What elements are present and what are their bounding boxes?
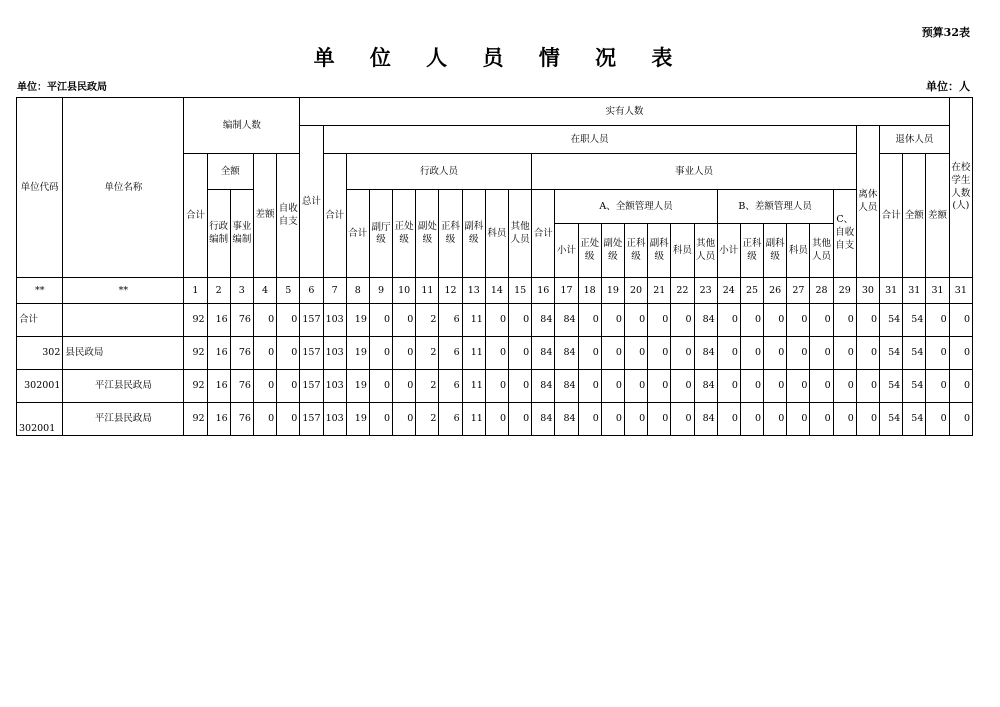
unit-code-cell: 合计 — [17, 304, 63, 337]
value-cell: 0 — [509, 337, 532, 370]
value-cell: 0 — [833, 403, 856, 436]
header-unit-code: 单位代码 — [17, 98, 63, 278]
value-cell: 0 — [671, 370, 694, 403]
value-cell: 84 — [555, 403, 578, 436]
value-cell: 6 — [439, 370, 462, 403]
header-tuixiu-heji: 合计 — [880, 154, 903, 278]
value-cell: 0 — [369, 337, 392, 370]
header-zheng-ke: 正科级 — [439, 190, 462, 278]
value-cell: 0 — [740, 337, 763, 370]
header-c-zishou: C、自收自支 — [833, 190, 856, 278]
value-cell: 0 — [671, 403, 694, 436]
value-cell: 0 — [949, 304, 972, 337]
header-a-keyuan: 科员 — [671, 224, 694, 278]
value-cell: 84 — [555, 370, 578, 403]
value-cell: 92 — [184, 370, 207, 403]
value-cell: 0 — [624, 304, 647, 337]
value-cell: 6 — [439, 337, 462, 370]
index-cell: 1 — [184, 278, 207, 304]
value-cell: 0 — [787, 403, 810, 436]
index-cell: 19 — [601, 278, 624, 304]
value-cell: 0 — [601, 337, 624, 370]
header-b-qita: 其他人员 — [810, 224, 833, 278]
index-cell: 25 — [740, 278, 763, 304]
index-cell: 23 — [694, 278, 717, 304]
value-cell: 157 — [300, 403, 323, 436]
value-cell: 84 — [532, 403, 555, 436]
index-cell: 8 — [346, 278, 369, 304]
value-cell: 92 — [184, 337, 207, 370]
value-cell: 0 — [764, 370, 787, 403]
value-cell: 16 — [207, 304, 230, 337]
value-cell: 0 — [810, 403, 833, 436]
index-cell: 26 — [764, 278, 787, 304]
value-cell: 0 — [393, 403, 416, 436]
index-cell: 3 — [230, 278, 253, 304]
header-b-zheng-ke: 正科级 — [740, 224, 763, 278]
header-b-xiaoji: 小计 — [717, 224, 740, 278]
value-cell: 0 — [856, 370, 879, 403]
index-cell: 31 — [880, 278, 903, 304]
index-cell: 6 — [300, 278, 323, 304]
header-quane: 全额 — [207, 154, 253, 190]
value-cell: 2 — [416, 370, 439, 403]
value-cell: 84 — [532, 304, 555, 337]
value-cell: 0 — [949, 403, 972, 436]
index-cell: ** — [17, 278, 63, 304]
value-cell: 0 — [671, 304, 694, 337]
value-cell: 0 — [717, 304, 740, 337]
header-b-keyuan: 科员 — [787, 224, 810, 278]
value-cell: 0 — [717, 370, 740, 403]
value-cell: 19 — [346, 337, 369, 370]
value-cell: 0 — [253, 337, 276, 370]
value-cell: 2 — [416, 403, 439, 436]
value-cell: 0 — [717, 337, 740, 370]
header-zheng-chu: 正处级 — [393, 190, 416, 278]
value-cell: 0 — [856, 304, 879, 337]
value-cell: 84 — [555, 337, 578, 370]
value-cell: 0 — [787, 337, 810, 370]
table-row — [17, 403, 973, 436]
value-cell: 54 — [880, 370, 903, 403]
value-cell: 0 — [648, 304, 671, 337]
value-cell: 76 — [230, 304, 253, 337]
value-cell: 0 — [671, 337, 694, 370]
value-cell: 54 — [903, 337, 926, 370]
value-cell: 0 — [393, 304, 416, 337]
index-cell: 30 — [856, 278, 879, 304]
index-cell: 4 — [253, 278, 276, 304]
value-cell: 0 — [926, 304, 949, 337]
value-cell: 0 — [485, 337, 508, 370]
value-cell: 6 — [439, 304, 462, 337]
value-cell: 0 — [253, 403, 276, 436]
value-cell: 11 — [462, 304, 485, 337]
header-bianzhi: 编制人数 — [184, 98, 300, 154]
index-cell: 28 — [810, 278, 833, 304]
value-cell: 0 — [509, 370, 532, 403]
index-cell: 16 — [532, 278, 555, 304]
value-cell: 0 — [485, 370, 508, 403]
value-cell: 92 — [184, 304, 207, 337]
value-cell: 0 — [393, 337, 416, 370]
value-cell: 84 — [532, 337, 555, 370]
header-zishou: 自收自支 — [277, 154, 300, 278]
value-cell: 103 — [323, 337, 346, 370]
value-cell: 0 — [624, 337, 647, 370]
value-cell: 0 — [369, 304, 392, 337]
value-cell: 2 — [416, 304, 439, 337]
header-shiye-bianzhi: 事业编制 — [230, 190, 253, 278]
value-cell: 0 — [856, 337, 879, 370]
header-shiyou: 实有人数 — [300, 98, 949, 126]
value-cell: 11 — [462, 403, 485, 436]
value-cell: 84 — [694, 337, 717, 370]
form-number: 预算32表 — [921, 26, 970, 39]
index-cell: 27 — [787, 278, 810, 304]
index-cell: 31 — [926, 278, 949, 304]
value-cell: 0 — [810, 337, 833, 370]
table-row — [17, 337, 973, 370]
header-lixiu: 离休人员 — [856, 126, 879, 278]
table-row — [17, 370, 973, 403]
index-cell: ** — [63, 278, 184, 304]
value-cell: 19 — [346, 403, 369, 436]
value-cell: 0 — [740, 370, 763, 403]
unit-code-cell: 302001 — [17, 370, 63, 403]
value-cell: 0 — [578, 337, 601, 370]
header-xz-heji: 合计 — [346, 190, 369, 278]
value-cell: 0 — [949, 337, 972, 370]
header-a-quane: A、全额管理人员 — [555, 190, 717, 224]
index-cell: 2 — [207, 278, 230, 304]
value-cell: 0 — [787, 304, 810, 337]
value-cell: 16 — [207, 337, 230, 370]
value-cell: 0 — [833, 337, 856, 370]
header-shiye-renyuan: 事业人员 — [532, 154, 857, 190]
value-cell: 0 — [926, 337, 949, 370]
value-cell: 0 — [578, 403, 601, 436]
value-cell: 0 — [833, 370, 856, 403]
value-cell: 0 — [926, 370, 949, 403]
header-xingzheng-renyuan: 行政人员 — [346, 154, 532, 190]
header-unit-name: 单位名称 — [63, 98, 184, 278]
value-cell: 0 — [926, 403, 949, 436]
value-cell: 54 — [880, 337, 903, 370]
value-cell: 0 — [277, 304, 300, 337]
header-fu-chu: 副处级 — [416, 190, 439, 278]
value-cell: 0 — [369, 403, 392, 436]
value-cell: 0 — [740, 304, 763, 337]
value-cell: 103 — [323, 403, 346, 436]
value-cell: 0 — [764, 304, 787, 337]
value-cell: 103 — [323, 370, 346, 403]
value-cell: 16 — [207, 403, 230, 436]
value-cell: 0 — [393, 370, 416, 403]
index-cell: 13 — [462, 278, 485, 304]
table-body — [17, 304, 973, 436]
value-cell: 0 — [253, 370, 276, 403]
index-cell: 14 — [485, 278, 508, 304]
unit-name-cell: 县民政局 — [63, 337, 184, 370]
header-a-xiaoji: 小计 — [555, 224, 578, 278]
value-cell: 92 — [184, 403, 207, 436]
value-cell: 0 — [624, 403, 647, 436]
value-cell: 84 — [694, 304, 717, 337]
index-cell: 11 — [416, 278, 439, 304]
personnel-table — [16, 97, 973, 436]
unit-code-cell: 302001 — [17, 403, 63, 436]
value-cell: 0 — [485, 403, 508, 436]
header-b-fu-ke: 副科级 — [764, 224, 787, 278]
value-cell: 0 — [509, 403, 532, 436]
header-a-qita: 其他人员 — [694, 224, 717, 278]
header-fu-ting: 副厅级 — [369, 190, 392, 278]
header-bianzhi-heji: 合计 — [184, 154, 207, 278]
value-cell: 76 — [230, 403, 253, 436]
value-cell: 0 — [485, 304, 508, 337]
index-cell: 31 — [903, 278, 926, 304]
value-cell: 0 — [601, 370, 624, 403]
header-tuixiu-chae: 差额 — [926, 154, 949, 278]
index-cell: 29 — [833, 278, 856, 304]
header-zaizhi: 在职人员 — [323, 126, 856, 154]
reporting-unit: 单位：平江县民政局 — [17, 82, 107, 93]
value-cell: 0 — [277, 403, 300, 436]
header-a-zheng-chu: 正处级 — [578, 224, 601, 278]
measurement-unit: 单位：人 — [926, 80, 970, 93]
value-cell: 0 — [810, 370, 833, 403]
header-sy-heji: 合计 — [532, 190, 555, 278]
value-cell: 0 — [578, 304, 601, 337]
index-cell: 21 — [648, 278, 671, 304]
value-cell: 0 — [740, 403, 763, 436]
page-title: 单 位 人 员 情 况 表 — [313, 45, 687, 70]
header-a-fu-chu: 副处级 — [601, 224, 624, 278]
header-a-zheng-ke: 正科级 — [624, 224, 647, 278]
value-cell: 2 — [416, 337, 439, 370]
value-cell: 0 — [949, 370, 972, 403]
value-cell: 0 — [509, 304, 532, 337]
unit-name-cell: 平江县民政局 — [63, 370, 184, 403]
value-cell: 103 — [323, 304, 346, 337]
value-cell: 0 — [648, 403, 671, 436]
value-cell: 157 — [300, 304, 323, 337]
header-keyuan: 科员 — [485, 190, 508, 278]
index-cell: 24 — [717, 278, 740, 304]
value-cell: 0 — [648, 337, 671, 370]
header-tuixiu-quane: 全额 — [903, 154, 926, 278]
value-cell: 11 — [462, 337, 485, 370]
value-cell: 54 — [903, 304, 926, 337]
value-cell: 0 — [856, 403, 879, 436]
unit-name-cell: 平江县民政局 — [63, 403, 184, 436]
value-cell: 0 — [717, 403, 740, 436]
index-cell: 5 — [277, 278, 300, 304]
value-cell: 76 — [230, 337, 253, 370]
index-cell: 7 — [323, 278, 346, 304]
index-cell: 18 — [578, 278, 601, 304]
table-row — [17, 304, 973, 337]
header-chae: 差额 — [253, 154, 276, 278]
value-cell: 54 — [880, 403, 903, 436]
value-cell: 84 — [532, 370, 555, 403]
index-cell: 17 — [555, 278, 578, 304]
value-cell: 84 — [694, 370, 717, 403]
index-cell: 31 — [949, 278, 972, 304]
value-cell: 19 — [346, 370, 369, 403]
value-cell: 19 — [346, 304, 369, 337]
header-tuixiu: 退休人员 — [880, 126, 950, 154]
value-cell: 54 — [880, 304, 903, 337]
value-cell: 54 — [903, 370, 926, 403]
value-cell: 0 — [787, 370, 810, 403]
index-cell: 10 — [393, 278, 416, 304]
value-cell: 157 — [300, 337, 323, 370]
value-cell: 76 — [230, 370, 253, 403]
value-cell: 0 — [578, 370, 601, 403]
index-row — [17, 278, 973, 304]
value-cell: 0 — [764, 403, 787, 436]
unit-name-cell — [63, 304, 184, 337]
header-a-fu-ke: 副科级 — [648, 224, 671, 278]
value-cell: 0 — [277, 337, 300, 370]
index-cell: 20 — [624, 278, 647, 304]
header-zongji: 总计 — [300, 126, 323, 278]
index-cell: 22 — [671, 278, 694, 304]
index-cell: 12 — [439, 278, 462, 304]
value-cell: 0 — [601, 304, 624, 337]
value-cell: 0 — [764, 337, 787, 370]
index-cell: 15 — [509, 278, 532, 304]
value-cell: 0 — [833, 304, 856, 337]
header-fu-ke: 副科级 — [462, 190, 485, 278]
value-cell: 0 — [277, 370, 300, 403]
value-cell: 6 — [439, 403, 462, 436]
value-cell: 0 — [253, 304, 276, 337]
unit-code-cell: 302 — [17, 337, 63, 370]
value-cell: 157 — [300, 370, 323, 403]
value-cell: 0 — [369, 370, 392, 403]
value-cell: 84 — [555, 304, 578, 337]
value-cell: 0 — [810, 304, 833, 337]
header-xz-qita: 其他人员 — [509, 190, 532, 278]
header-xingzheng-bianzhi: 行政编制 — [207, 190, 230, 278]
header-zaizhi-heji: 合计 — [323, 154, 346, 278]
value-cell: 0 — [648, 370, 671, 403]
index-cell: 9 — [369, 278, 392, 304]
value-cell: 0 — [624, 370, 647, 403]
value-cell: 84 — [694, 403, 717, 436]
value-cell: 54 — [903, 403, 926, 436]
header-zaixiao: 在校学生人数(人) — [949, 98, 972, 278]
value-cell: 11 — [462, 370, 485, 403]
header-b-chae: B、差额管理人员 — [717, 190, 833, 224]
value-cell: 16 — [207, 370, 230, 403]
value-cell: 0 — [601, 403, 624, 436]
